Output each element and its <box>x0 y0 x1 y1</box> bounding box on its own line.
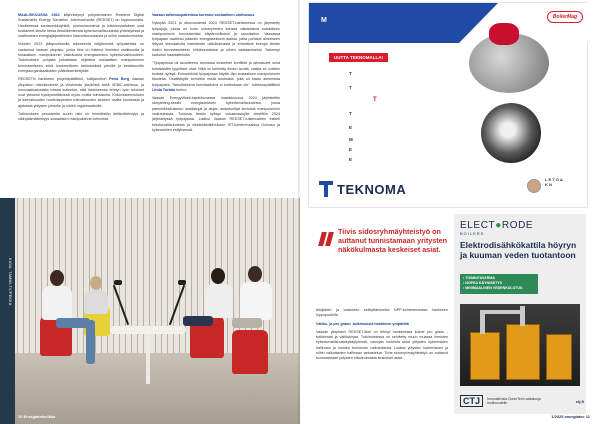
electrode-logo <box>460 220 533 236</box>
person-name: Petra Berg <box>109 77 130 82</box>
right-page-footer <box>551 414 590 419</box>
paragraph: Vaasan yliopiston REDSET-tiimi on tehnyt hankkeessa kolme pro gradu -tutkielmaa ja väitöskirjaa. Tutkimuksissa on selvitetty muun muassa ihmisten kyberturvallisuuskäyttäytymistä, valvojan rooleista sekä yritysten kyberriskien hallinnan ja monien toiminnan vaikutuksista. Lisäksi yritysten kyberriskien ja niihin vaikuttavien hallinnan tarkastelua. Tiivis sidosryhmäyhteistyö on auttanut tunnistamaan yritysten näkökulmasta keskeiset asiat. <box>316 329 448 361</box>
ad-initial: M <box>321 17 327 24</box>
head <box>90 276 102 290</box>
right-page <box>300 0 600 424</box>
article-column-2 <box>152 13 280 136</box>
ctj-url: ctj.fi <box>575 398 584 404</box>
ad-letter: T <box>349 71 352 76</box>
ctj-tagline: Innovatiivisia CleanTech-ratkaisuja teollisuudelle <box>487 396 541 405</box>
paragraph <box>18 77 144 109</box>
boiler-unit <box>506 324 540 380</box>
paragraph: tekijöiden ja vastuiden selkiyttämiseksi NPP-konferenssissa hankkeen loppupuolella. <box>316 308 448 318</box>
coupling-image <box>481 103 541 163</box>
photo-credit-strip <box>0 198 15 424</box>
lead-in: MAALISKUUSSA 2022 <box>18 13 60 17</box>
paragraph-text: "Työpajoissa oli tavoitteena tunnistaa keskeiset konfliktit ja aihealueet sekä toimialaville tyypilliset uhat. Niitä on kehitetty tiedon avulla, vaikka se voisikin tuottaa hyötyä. Esimerkkinä työpajoissa käytiin läpi sosiaalisen manipuloinnin tilanteita. Osallistujille kerrottiin niistä tuloksista, joita oli saatu aiemmista työpajoista. Tarkoituksena korrelaatioina ei kuitenkaan ole", tutkimuspäällikkö <box>152 61 280 87</box>
section-heading: Väitös- ja pro gradu -tutkimuksia hankkeen ympäriltä <box>316 321 409 326</box>
torso <box>42 286 72 320</box>
ad-letter: E <box>349 125 353 130</box>
red-chair <box>232 330 268 374</box>
paragraph-text: REDSETin hankkeen projektipäällikkö, tutkijatohtori <box>18 77 107 82</box>
boilermag-logo: BoilerMag <box>547 11 583 23</box>
brand-right: RODE <box>501 220 534 231</box>
paragraph: Vaasan EnergyWeek-tapahtumassa maaliskuussa 2024 järjestettiin storytelling-sessio energiasektorin kyberturvallisuudesta, jossa paneelikeskustelun osallistujat ja alojen asiantuntijat kertoivat manipuloinnin vaikutuksista. Tuloksia tämän syksyn virkaanastujille viestittiin 2024 järjestetyssä työpajassa. Lisäksi Vaasan REDSET-tutkimustiimi esitteli tietoturvallisuudesta ja viestintätutkimuksen IST-konferenssissa Oulussa ja kyberuhkien esityksessä. <box>152 96 280 132</box>
feature-item: • MINIMAALINEN VEDENKULUTUS <box>463 286 523 291</box>
boiler-unit <box>470 332 500 380</box>
teknoma-mark-icon <box>319 181 333 197</box>
ad-title: Elektrodisähkökattila höyryn ja kuuman veden tuotantoon <box>460 240 577 260</box>
page-number: 11 <box>585 414 590 419</box>
paragraph-text: kertoo. <box>176 87 188 92</box>
boiler-photo <box>460 304 580 386</box>
table-leg <box>146 334 150 384</box>
round-table <box>110 326 186 334</box>
podcast-photo <box>0 198 300 424</box>
teknoma-advert <box>308 2 588 208</box>
microphone <box>114 280 122 285</box>
microphone <box>178 280 186 285</box>
paragraph-text: käynnistynyt pohjoismainen Resilient Digital Sustainable Energy Transition -tutkimushanke (REDSET) on loppusuoralla. Hankkeessa kantaverkkoyhtiöt, puolustusvoimat ja tutkimuslaitokset ovat tuottaneet sinulle tietoa tietoliikenteestä kyberturvallisuudesta yhteistyössä ja vaatimusten energiajärjestelmien haavoittuvuuksista ja niihin varautumisesta. <box>18 13 144 39</box>
contact-line: L E T O A <box>545 177 563 182</box>
head <box>50 270 64 286</box>
ad-red-letter: T <box>373 97 377 103</box>
electrode-advert <box>454 214 586 414</box>
ad-footer <box>460 392 584 410</box>
brand-sub: BOILERS <box>460 231 485 236</box>
ad-letter: E <box>349 147 353 152</box>
torso <box>84 290 108 314</box>
contact-line: K N <box>545 182 552 187</box>
quote-bar <box>325 232 334 246</box>
torso <box>240 282 272 320</box>
ad-letter: T <box>349 85 352 90</box>
feature-item: • NOPEA KÄYNNISTYS <box>463 281 503 286</box>
contact-info <box>545 177 563 187</box>
magazine-name: Energiatekniikka <box>23 414 56 419</box>
issue-number: 1/2025 <box>551 414 564 419</box>
teknoma-wordmark: TEKNOMA <box>337 181 407 197</box>
paragraph: Vuoden 2023 jälkipuoliskolla alkaneesta neljännestä työpaketista on vastannut Vaasan yliopisto, jonka tiimi on tutkinut ihmisten osallisuutta ja sosiaalisen manipuloinnin vaikutuksia energiaverkon kyberturvallisuuteen. Tutkimuksen pohjalta julkaistaan ohjeistus sosiaalisen manipuloinnin tunnistamiseen sekä konkreettinen tarkistuslista pienille ja keskisuurille energiaorganisaatioiden päätöksentekijöille. <box>18 42 144 73</box>
teknoma-logo <box>319 181 406 197</box>
page-number: 10 <box>18 414 23 419</box>
torso <box>205 284 233 318</box>
paragraph-text: Vaasan yliopiston markkinoinnin ja viestinnän yksiköstä sekä VEBIC-tutkimus- ja innovaatioalustalta toteaa kuitenkin, että hankkeessa tehdyn työn tulokset ovat yleisesti hyödynnettävissä myös muilla toimialoilla. Kirkonrakennuksen ja tulevaisuuden huoltotarpeiden tulevaisuuden tarpeen osalta koulutusta ja ajatuksia yritysten johdolle ja niiden organisaatioille. <box>18 77 145 108</box>
article-column-1 <box>18 13 144 126</box>
paragraph: Tutkimuksen perusteella suurin riski on henkilöstön tietämättömyys ja välinpitämättömyys sosiaalisen manipuloinnin keinoista. <box>18 112 144 122</box>
paragraph: Syksyllä 2023 ja alkuvuodesta 2024 REDSET-hankkeessa on järjestetty työpajoja, joissa on tuotu sidosryhmien kanssa ratkaistavia sosiaalisen manipuloinnin tunnistamista käytännöllisesti ja sanoiksikin. Vaasassa työpajaan osallistui pääosin energiasektorin alaisia, jotka pohtivat aiheeseen liittyviä skenaarioita tosielämän näkökulmasta ja ehdottivat keinoja tämän ilmiön tunnistamiseksi, ehkäisemiseksi ja siihen vastaamiseksi. Tarkempi kartoitus haastatteluilla. <box>152 21 280 58</box>
brand-o: ● <box>495 220 502 231</box>
article-column-3 <box>316 308 448 365</box>
section-heading: Vaasan tutkimuspaketissa korostui sosiaalinen ulottuvuus <box>152 13 255 17</box>
head <box>211 268 225 284</box>
pull-quote: Tiivis sidosryhmäyhteistyö on auttanut tunnistamaan yritysten näkökulmasta keskeiset asiat. <box>338 227 448 254</box>
person-name: Linda Turtola <box>152 87 176 92</box>
ad-letter: M <box>349 137 353 142</box>
paragraph <box>152 61 280 93</box>
quote-mark-icon <box>318 232 336 246</box>
paragraph <box>18 13 144 39</box>
magazine-name: energiatec <box>564 414 585 419</box>
legs <box>86 320 95 364</box>
head <box>248 266 262 282</box>
ad-letter: T <box>349 111 352 116</box>
ad-letter: E <box>349 157 353 162</box>
ad-badge: UUTTA TEKNOMALLA! <box>329 53 388 62</box>
left-page-footer <box>18 414 55 419</box>
brand-left: ELECT <box>460 220 496 231</box>
legs <box>183 316 213 326</box>
ctj-logo: CTJ <box>460 395 483 407</box>
legs <box>232 318 262 328</box>
feature-list <box>460 274 538 294</box>
legs <box>56 318 90 328</box>
feature-item: • TOIMINTAVARMA <box>463 276 495 280</box>
pipe <box>520 306 525 326</box>
boiler-unit <box>546 334 572 380</box>
valve-handwheel <box>489 23 519 45</box>
pipe <box>480 310 525 314</box>
photo-credit: KUVA: TAMMI-TV/PEKKA <box>8 258 12 306</box>
contact-portrait <box>527 179 541 193</box>
